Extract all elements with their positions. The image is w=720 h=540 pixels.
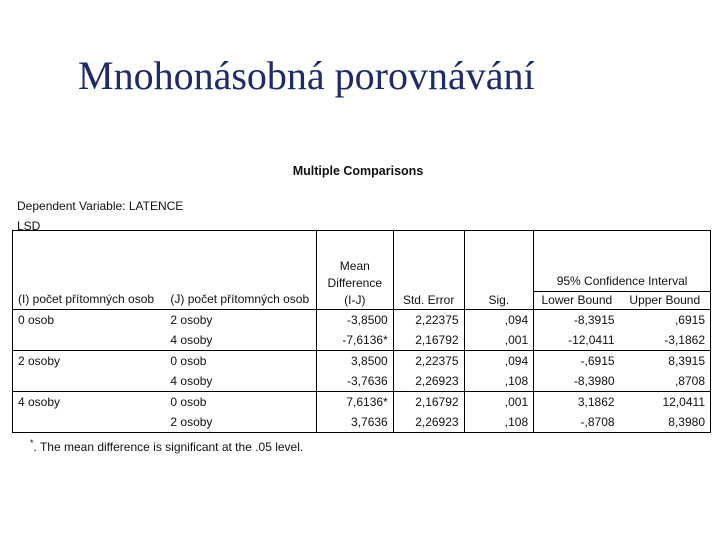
cell-mean-difference: -3,7636	[316, 371, 393, 392]
cell-i-group: 4 osoby	[13, 392, 166, 413]
cell-mean-difference: 7,6136*	[316, 392, 393, 413]
header-sig: Sig.	[464, 231, 534, 310]
cell-lower-bound: -8,3915	[573, 313, 615, 327]
cell-i-group	[13, 412, 166, 433]
header-upper-bound: Upper Bound	[620, 292, 711, 310]
cell-sig: ,094	[464, 310, 534, 331]
footnote-mark: *	[30, 438, 34, 448]
cell-j-group: 4 osoby	[170, 333, 213, 347]
table-footnote	[30, 438, 303, 454]
slide-title: Mnohonásobná porovnávání	[78, 53, 535, 98]
table-row	[13, 371, 711, 392]
table-row	[13, 412, 711, 433]
cell-sig: ,001	[464, 330, 534, 351]
multiple-comparisons-table	[12, 230, 711, 433]
cell-i-group	[13, 371, 166, 392]
cell-lower-bound: -12,0411	[568, 333, 615, 347]
header-mean-difference-line2: Difference	[327, 276, 383, 290]
header-confidence-interval: 95% Confidence Interval	[534, 231, 711, 292]
cell-upper-bound: -3,1862	[620, 330, 711, 351]
header-mean-difference-line3: (I-J)	[344, 293, 366, 307]
footnote-text: . The mean difference is significant at the .05 level.	[33, 440, 304, 454]
cell-upper-bound: ,8708	[620, 371, 711, 392]
cell-upper-bound: ,6915	[620, 310, 711, 331]
cell-sig: ,108	[464, 371, 534, 392]
cell-std-error: 2,16792	[415, 333, 459, 347]
cell-i-group: 2 osoby	[13, 351, 166, 372]
cell-sig: ,001	[464, 392, 534, 413]
cell-lower-bound: -,6915	[534, 351, 620, 372]
cell-j-group: 2 osoby	[170, 313, 213, 327]
cell-sig: ,108	[464, 412, 534, 433]
cell-i-group: 0 osob	[13, 310, 166, 331]
cell-std-error: 2,22375	[393, 351, 464, 372]
table-row	[13, 330, 711, 351]
cell-j-group: 4 osoby	[170, 374, 213, 388]
table-title: Multiple Comparisons	[292, 164, 424, 178]
cell-upper-bound: 8,3915	[620, 351, 711, 372]
header-j-group: (J) počet přítomných osob	[165, 231, 316, 310]
cell-lower-bound: -8,3980	[573, 374, 615, 388]
cell-sig: ,094	[464, 351, 534, 372]
cell-j-group: 2 osoby	[165, 412, 316, 433]
method-label: LSD	[17, 219, 41, 233]
cell-upper-bound: 12,0411	[620, 392, 711, 413]
table-row	[13, 392, 711, 413]
header-mean-difference-line1: Mean	[339, 259, 370, 273]
cell-i-group	[13, 330, 166, 351]
cell-upper-bound: 8,3980	[620, 412, 711, 433]
cell-mean-difference: -7,6136*	[316, 330, 393, 351]
cell-mean-difference: 3,7636	[316, 412, 393, 433]
header-mean-difference	[316, 231, 393, 310]
cell-lower-bound: -,8708	[534, 412, 620, 433]
cell-mean-difference: 3,8500	[316, 351, 393, 372]
cell-std-error: 2,26923	[393, 412, 464, 433]
header-row-top	[13, 231, 711, 292]
cell-lower-bound: 3,1862	[534, 392, 620, 413]
cell-std-error: 2,22375	[415, 313, 459, 327]
table-row	[13, 351, 711, 372]
table-row	[13, 310, 711, 331]
cell-std-error: 2,26923	[415, 374, 459, 388]
cell-std-error: 2,16792	[393, 392, 464, 413]
cell-j-group: 0 osob	[165, 392, 316, 413]
dependent-variable-label: Dependent Variable: LATENCE	[17, 199, 184, 213]
header-std-error: Std. Error	[393, 231, 464, 310]
cell-mean-difference: -3,8500	[316, 310, 393, 331]
cell-j-group: 0 osob	[165, 351, 316, 372]
header-i-group: (I) počet přítomných osob	[13, 231, 166, 310]
header-lower-bound: Lower Bound	[534, 292, 620, 310]
